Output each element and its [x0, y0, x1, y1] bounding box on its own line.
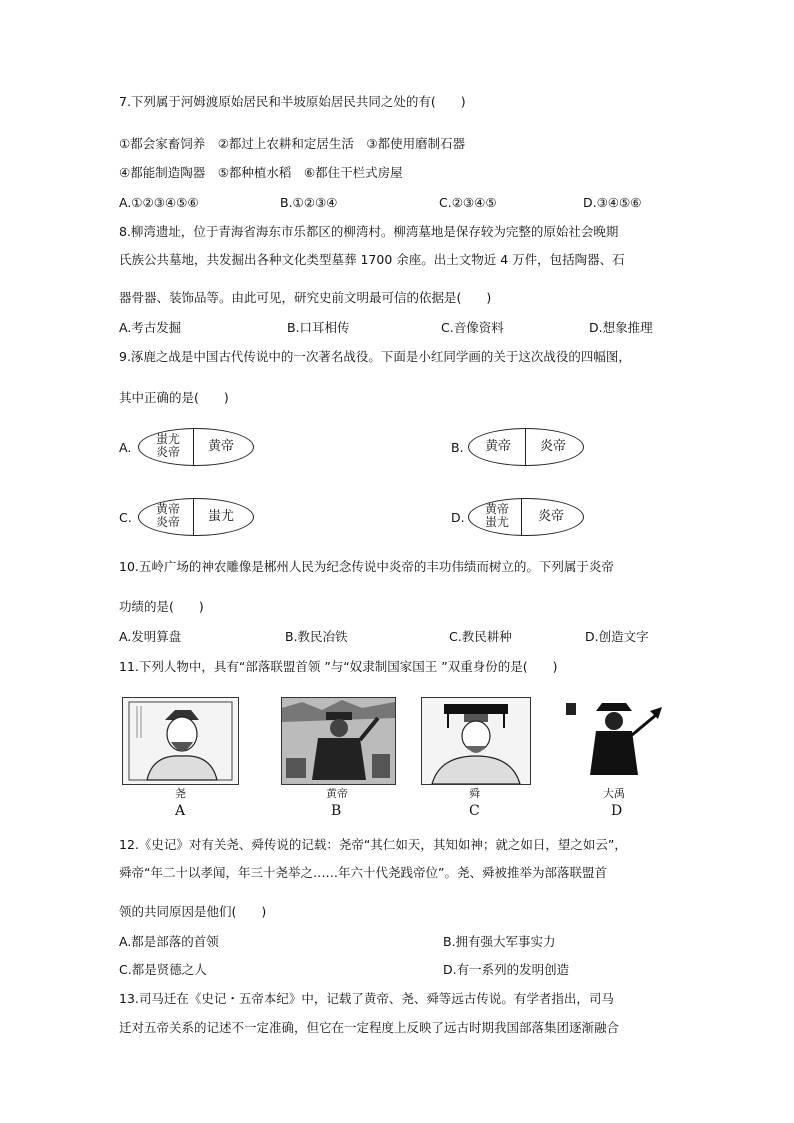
q11-letter-d: D: [611, 803, 623, 819]
q12-option-b: B.拥有强大军事实力: [443, 934, 556, 949]
q10-option-a: A.发明算盘: [119, 629, 182, 644]
q8-option-c: C.音像资料: [441, 320, 504, 335]
q8-line1: 8.柳湾遗址，位于青海省海东市乐都区的柳湾村。柳湾墓地是保存较为完整的原始社会晚期: [119, 224, 619, 239]
q11-portrait-c: [421, 697, 531, 785]
q10-line2: 功绩的是( ): [119, 599, 204, 614]
q12-option-d: D.有一系列的发明创造: [443, 962, 570, 977]
q8-option-b: B.口耳相传: [287, 320, 350, 335]
q9-diagram-d-left-top: 黄帝: [484, 502, 509, 516]
q9-diagram-d-ellipse: [468, 498, 584, 536]
q10-line1: 10.五岭广场的神农雕像是郴州人民为纪念传说中炎帝的丰功伟绩而树立的。下列属于炎帝: [119, 559, 614, 574]
q9-diagram-a-divider: [193, 429, 194, 465]
q8-option-d: D.想象推理: [589, 320, 653, 335]
q11-caption-b: 黄帝: [326, 787, 348, 800]
q9-diagram-c-right: 蚩尤: [207, 509, 234, 524]
q9-diagram-c-ellipse: [138, 498, 254, 536]
q11-letter-b: B: [331, 803, 342, 819]
q13-line1: 13.司马迁在《史记・五帝本纪》中，记载了黄帝、尧、舜等远古传说。有学者指出，司马: [119, 991, 614, 1006]
q9-diagram-b-left: 黄帝: [484, 439, 511, 454]
q9-diagram-a-right: 黄帝: [207, 439, 234, 454]
q8-option-a: A.考古发掘: [119, 320, 182, 335]
q10-option-b: B.教民冶铁: [285, 629, 348, 644]
q9-diagram-c-left-top: 黄帝: [155, 502, 180, 516]
q11-portrait-b: [281, 697, 396, 785]
huangdi-portrait-icon: [282, 698, 395, 784]
q9-diagram-d-divider: [521, 499, 522, 535]
q11-caption-a: 尧: [175, 787, 186, 800]
q12-line3: 领的共同原因是他们( ): [119, 904, 267, 919]
q9-diagram-d-letter: D.: [451, 510, 465, 525]
dayu-portrait-icon: [558, 697, 670, 783]
q7-items-line1: ①都会家畜饲养 ②都过上农耕和定居生活 ③都使用磨制石器: [119, 136, 466, 151]
q7-option-a: A.①②③④⑤⑥: [119, 195, 199, 210]
q8-line3: 器骨器、装饰品等。由此可见，研究史前文明最可信的依据是( ): [119, 290, 492, 305]
q9-diagram-a-left-bottom: 炎帝: [155, 445, 180, 459]
q9-diagram-a-letter: A.: [119, 440, 132, 455]
q9-diagram-c-divider: [193, 499, 194, 535]
q7-stem: 7.下列属于河姆渡原始居民和半坡原始居民共同之处的有( ): [119, 94, 466, 109]
q10-option-d: D.创造文字: [585, 629, 649, 644]
q13-line2: 迁对五帝关系的记述不一定准确，但它在一定程度上反映了远古时期我国部落集团逐渐融合: [119, 1020, 620, 1035]
q12-line2: 舜帝“年二十以孝闻，年三十尧举之……年六十代尧践帝位”。尧、舜被推举为部落联盟首: [119, 865, 607, 880]
q9-line2: 其中正确的是( ): [119, 390, 229, 405]
q9-diagram-a-ellipse: [138, 428, 254, 466]
q9-diagram-c-letter: C.: [119, 510, 132, 525]
q11-stem: 11.下列人物中，具有“部落联盟首领 ”与“奴隶制国家国王 ”双重身份的是( ): [119, 659, 558, 674]
q11-portrait-a: [122, 697, 239, 785]
q8-line2: 氏族公共墓地，共发掘出各种文化类型墓葬 1700 余座。出土文物近 4 万件，包括陶器、石: [119, 252, 625, 267]
q7-items-line2: ④都能制造陶器 ⑤都种植水稻 ⑥都住干栏式房屋: [119, 165, 403, 180]
q11-letter-a: A: [175, 803, 186, 819]
yao-portrait-icon: [123, 698, 238, 784]
shun-portrait-icon: [422, 698, 530, 784]
q9-diagram-c-left-bottom: 炎帝: [155, 515, 180, 529]
q12-option-a: A.都是部落的首领: [119, 934, 219, 949]
q7-option-d: D.③④⑤⑥: [583, 195, 642, 210]
q12-option-c: C.都是贤德之人: [119, 962, 207, 977]
q9-line1: 9.涿鹿之战是中国古代传说中的一次著名战役。下面是小红同学画的关于这次战役的四幅图，: [119, 349, 631, 364]
q7-option-b: B.①②③④: [280, 195, 338, 210]
q11-portrait-d: [558, 697, 670, 783]
q9-diagram-b-letter: B.: [451, 440, 464, 455]
q9-diagram-b-ellipse: [468, 428, 584, 466]
q10-option-c: C.教民耕种: [449, 629, 512, 644]
q9-diagram-d-left-bottom: 蚩尤: [484, 515, 509, 529]
q11-caption-d: 大禹: [603, 787, 625, 800]
q7-option-c: C.②③④⑤: [439, 195, 497, 210]
q11-letter-c: C: [469, 803, 480, 819]
q9-diagram-b-divider: [525, 429, 526, 465]
q9-diagram-b-right: 炎帝: [539, 439, 566, 454]
q9-diagram-a-left-top: 蚩尤: [155, 432, 180, 446]
q11-caption-c: 舜: [469, 787, 480, 800]
q12-line1: 12.《史记》对有关尧、舜传说的记载：尧帝“其仁如天，其知如神；就之如日，望之如云”，: [119, 837, 627, 852]
q9-diagram-d-right: 炎帝: [537, 509, 564, 524]
